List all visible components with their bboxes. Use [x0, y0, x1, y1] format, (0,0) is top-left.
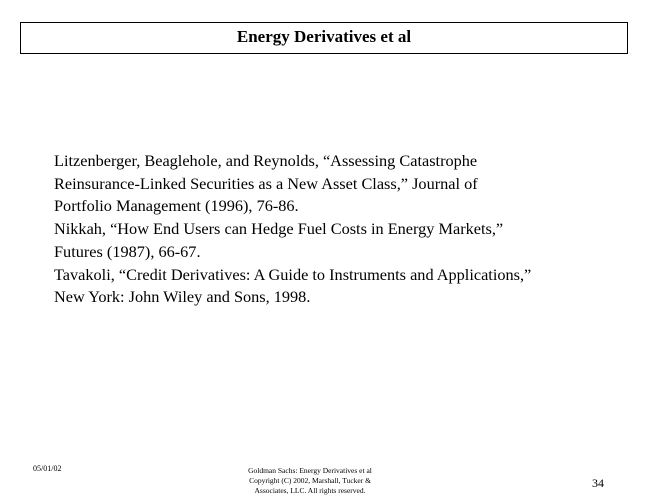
title-box [20, 22, 628, 54]
reference-line: Reinsurance-Linked Securities as a New Asset Class,” Journal of [54, 173, 478, 193]
reference-item [54, 218, 614, 263]
reference-item [54, 150, 614, 218]
footer-copyright-line: Associates, LLC. All rights reserved. [254, 486, 366, 495]
reference-list [54, 150, 614, 309]
page-number: 34 [592, 476, 604, 490]
reference-line: Litzenberger, Beaglehole, and Reynolds, “Assessing Catastrophe [54, 151, 478, 170]
footer-copyright-line: Copyright (C) 2002, Marshall, Tucker & [249, 476, 371, 485]
reference-line: Nikkah, “How End Users can Hedge Fuel Costs in Energy Markets,” [54, 219, 504, 238]
reference-line: Portfolio Management (1996), 76-86. [54, 196, 299, 215]
reference-item [54, 264, 614, 309]
reference-line: Tavakoli, “Credit Derivatives: A Guide to Instruments and Applications,” [54, 264, 532, 284]
footer-date: 05/01/02 [33, 464, 62, 473]
reference-line: New York: John Wiley and Sons, 1998. [54, 287, 311, 306]
footer-copyright-line: Goldman Sachs: Energy Derivatives et al [248, 466, 372, 475]
slide-title: Energy Derivatives et al [236, 27, 412, 46]
reference-line: Futures (1987), 66-67. [54, 241, 201, 261]
footer-copyright [205, 466, 415, 496]
